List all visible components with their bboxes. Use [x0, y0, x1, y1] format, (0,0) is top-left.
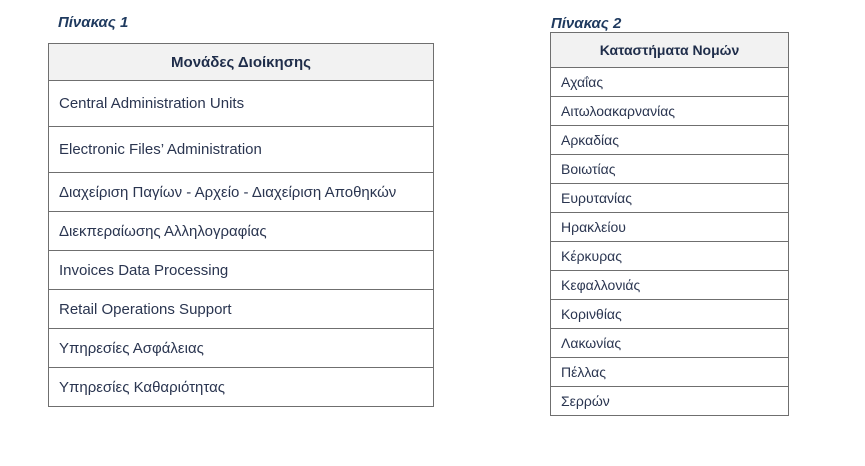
- table-cell: Retail Operations Support: [49, 290, 434, 329]
- table-header-cell: Καταστήματα Νομών: [551, 33, 789, 68]
- table-row: [49, 127, 434, 173]
- table-row: [551, 271, 789, 300]
- table-row: [551, 126, 789, 155]
- table-cell: Κεφαλλονιάς: [551, 271, 789, 300]
- table-cell: Αχαΐας: [551, 68, 789, 97]
- table-cell: Λακωνίας: [551, 329, 789, 358]
- table-row: [49, 290, 434, 329]
- table-row: [49, 173, 434, 212]
- table-cell: Central Administration Units: [49, 81, 434, 127]
- table-cell: Υπηρεσίες Καθαριότητας: [49, 368, 434, 407]
- table-cell: Διαχείριση Παγίων - Αρχείο - Διαχείριση Αποθηκών: [49, 173, 434, 212]
- table-cell: Κέρκυρας: [551, 242, 789, 271]
- table-header-cell: Μονάδες Διοίκησης: [49, 44, 434, 81]
- table-cell: Ηρακλείου: [551, 213, 789, 242]
- table-row: [551, 242, 789, 271]
- administration-units-table: [48, 43, 434, 407]
- table-row: [551, 213, 789, 242]
- table-cell: Υπηρεσίες Ασφάλειας: [49, 329, 434, 368]
- table-row: [551, 387, 789, 416]
- table-row: [49, 368, 434, 407]
- table-row: [551, 68, 789, 97]
- table-cell: Σερρών: [551, 387, 789, 416]
- table-cell: Διεκπεραίωσης Αλληλογραφίας: [49, 212, 434, 251]
- table-row: [551, 300, 789, 329]
- table-cell: Πέλλας: [551, 358, 789, 387]
- prefecture-stores-table: [550, 32, 789, 416]
- table-row: [551, 97, 789, 126]
- table-cell: Invoices Data Processing: [49, 251, 434, 290]
- table-cell: Αιτωλοακαρνανίας: [551, 97, 789, 126]
- table-cell: Κορινθίας: [551, 300, 789, 329]
- table-1-caption: Πίνακας 1: [58, 14, 129, 31]
- table-cell: Ευρυτανίας: [551, 184, 789, 213]
- table-row: [551, 358, 789, 387]
- table-row: [551, 184, 789, 213]
- table-row: [49, 329, 434, 368]
- table-cell: Αρκαδίας: [551, 126, 789, 155]
- table-header-row: [49, 44, 434, 81]
- table-2-caption: Πίνακας 2: [551, 15, 622, 32]
- table-row: [49, 251, 434, 290]
- table-row: [49, 81, 434, 127]
- table-cell: Electronic Files’ Administration: [49, 127, 434, 173]
- table-row: [551, 155, 789, 184]
- table-row: [49, 212, 434, 251]
- table-row: [551, 329, 789, 358]
- table-cell: Βοιωτίας: [551, 155, 789, 184]
- table-header-row: [551, 33, 789, 68]
